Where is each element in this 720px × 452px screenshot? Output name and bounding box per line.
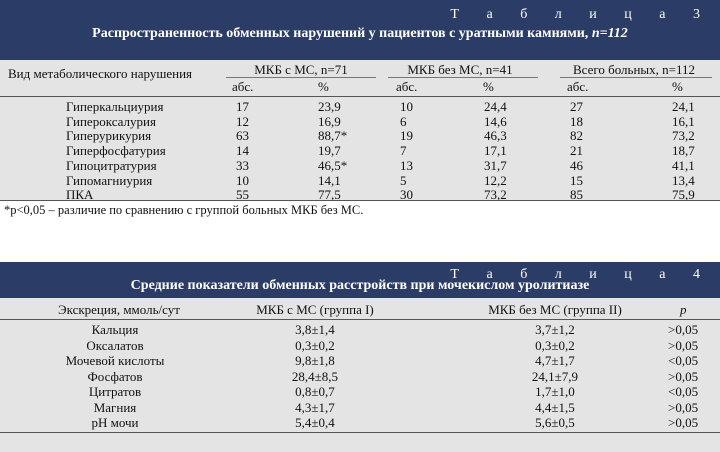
- group-1-value: 0,8±0,7: [295, 384, 335, 399]
- cell-value: 7: [400, 143, 407, 159]
- p-value: >0,05: [668, 322, 699, 337]
- cell-value: 46,5*: [318, 157, 348, 173]
- cell-value: 14: [236, 143, 249, 159]
- cell-value: 46,3: [484, 128, 507, 144]
- cell-value: 55: [236, 187, 249, 203]
- row-label: Гиперурикурия: [66, 128, 152, 144]
- subheader-pct-1: %: [318, 79, 329, 94]
- cell-value: 18: [570, 113, 583, 129]
- row-label: Гипомагниурия: [66, 172, 153, 188]
- cell-value: 31,7: [484, 157, 507, 173]
- cell-value: 77,5: [318, 187, 341, 203]
- table-4-col2-header: МКБ без МС (группа II): [488, 302, 622, 317]
- cell-value: 12: [236, 113, 249, 129]
- table-3: [0, 0, 720, 222]
- table-3-bottom-divider: [0, 200, 720, 201]
- group-underline-1: [226, 77, 376, 78]
- subheader-abs-2: абс.: [396, 79, 418, 94]
- table-4-col1-header: МКБ с МС (группа I): [256, 302, 374, 317]
- row-label: Гиперкальциурия: [66, 99, 164, 114]
- group-header-2: МКБ без МС, n=41: [407, 62, 513, 77]
- cell-value: 75,9: [672, 187, 695, 203]
- cell-value: 82: [570, 128, 583, 144]
- cell-value: 19,7: [318, 143, 341, 159]
- subheader-abs-1: абс.: [232, 79, 254, 94]
- table-3-title-n: n=112: [591, 26, 628, 41]
- group-2-value: 5,6±0,5: [535, 415, 575, 430]
- cell-value: 63: [236, 128, 249, 144]
- cell-value: 41,1: [672, 157, 695, 173]
- cell-value: 24,1: [672, 99, 695, 114]
- p-value: >0,05: [668, 399, 699, 415]
- cell-value: 24,4: [484, 99, 507, 114]
- group-2-value: 1,7±1,0: [535, 384, 575, 399]
- cell-value: 46: [570, 157, 583, 173]
- cell-value: 27: [570, 99, 583, 114]
- row-label: Гипоцитратурия: [66, 157, 157, 173]
- table-4-col3-header: p: [680, 302, 687, 317]
- cell-value: 12,2: [484, 172, 507, 188]
- table-3-footnote: *p<0,05 – различие по сравнению с группой больных МКБ без МС.: [4, 203, 364, 217]
- p-value: <0,05: [668, 384, 699, 399]
- cell-value: 6: [400, 113, 407, 129]
- row-label: pH мочи: [91, 415, 139, 430]
- cell-value: 14,1: [318, 172, 341, 188]
- group-1-value: 5,4±0,4: [295, 415, 335, 430]
- cell-value: 10: [236, 172, 249, 188]
- cell-value: 21: [570, 143, 583, 159]
- group-1-value: 28,4±8,5: [291, 368, 339, 384]
- group-2-value: 3,7±1,2: [535, 322, 575, 337]
- subheader-pct-2: %: [483, 79, 494, 94]
- table-4-header-band: [0, 262, 720, 298]
- cell-value: 73,2: [672, 128, 695, 144]
- table-4: [0, 262, 720, 452]
- cell-value: 17,1: [484, 143, 507, 159]
- table-3-caption: Т а б л и ц а 3: [450, 7, 712, 22]
- group-1-value: 0,3±0,2: [295, 337, 335, 353]
- group-underline-3: [560, 77, 712, 78]
- group-1-value: 4,3±1,7: [295, 399, 335, 415]
- group-2-value: 4,7±1,7: [535, 353, 575, 368]
- table-4-col0-header: Экскреция, ммоль/сут: [58, 302, 180, 317]
- cell-value: 85: [570, 187, 583, 203]
- p-value: >0,05: [668, 415, 699, 430]
- cell-value: 16,9: [318, 113, 341, 129]
- subheader-pct-3: %: [672, 79, 683, 94]
- cell-value: 18,7: [672, 143, 695, 159]
- row-label: ПКА: [66, 187, 94, 203]
- row-label: Мочевой кислоты: [65, 353, 165, 368]
- cell-value: 13,4: [672, 172, 695, 188]
- cell-value: 88,7*: [318, 128, 348, 144]
- p-value: >0,05: [668, 337, 699, 353]
- cell-value: 15: [570, 172, 583, 188]
- cell-value: 14,6: [484, 113, 507, 129]
- cell-value: 33: [236, 157, 249, 173]
- subheader-abs-3: абс.: [567, 79, 589, 94]
- p-value: <0,05: [668, 353, 699, 368]
- group-underline-2: [388, 77, 538, 78]
- table-3-col0-header: Вид метаболического нарушения: [8, 66, 193, 81]
- group-2-value: 4,4±1,5: [535, 399, 575, 415]
- group-2-value: 0,3±0,2: [535, 337, 575, 353]
- table-4-caption: Т а б л и ц а 4: [450, 267, 712, 282]
- row-label: Фосфатов: [87, 368, 143, 384]
- table-3-title-main: Распространенность обменных нарушений у пациентов с уратными камнями,: [92, 26, 589, 41]
- cell-value: 30: [400, 187, 413, 203]
- cell-value: 13: [400, 157, 413, 173]
- row-label: Кальция: [91, 322, 139, 337]
- cell-value: 19: [400, 128, 413, 144]
- row-label: Гипероксалурия: [66, 113, 156, 129]
- cell-value: 23,9: [318, 99, 341, 114]
- group-2-value: 24,1±7,9: [531, 368, 579, 384]
- cell-value: 10: [400, 99, 413, 114]
- cell-value: 17: [236, 99, 249, 114]
- group-header-1: МКБ с МС, n=71: [254, 62, 348, 77]
- p-value: >0,05: [668, 368, 699, 384]
- group-1-value: 9,8±1,8: [295, 353, 335, 368]
- table-4-title: Средние показатели обменных расстройств при мочекислом уролитиазе: [130, 278, 590, 293]
- table-4-header-divider: [0, 319, 720, 320]
- cell-value: 73,2: [484, 187, 507, 203]
- row-label: Гиперфосфатурия: [66, 143, 166, 159]
- cell-value: 5: [400, 172, 407, 188]
- row-label: Цитратов: [88, 384, 142, 399]
- cell-value: 16,1: [672, 113, 695, 129]
- row-label: Магния: [93, 399, 137, 415]
- table-3-title: [0, 26, 720, 42]
- table-4-bottom-divider: [0, 432, 720, 433]
- group-1-value: 3,8±1,4: [295, 322, 335, 337]
- table-3-header-divider: [0, 96, 720, 97]
- row-label: Оксалатов: [86, 337, 144, 353]
- group-header-3: Всего больных, n=112: [572, 62, 696, 77]
- table-3-header-band: [0, 0, 720, 60]
